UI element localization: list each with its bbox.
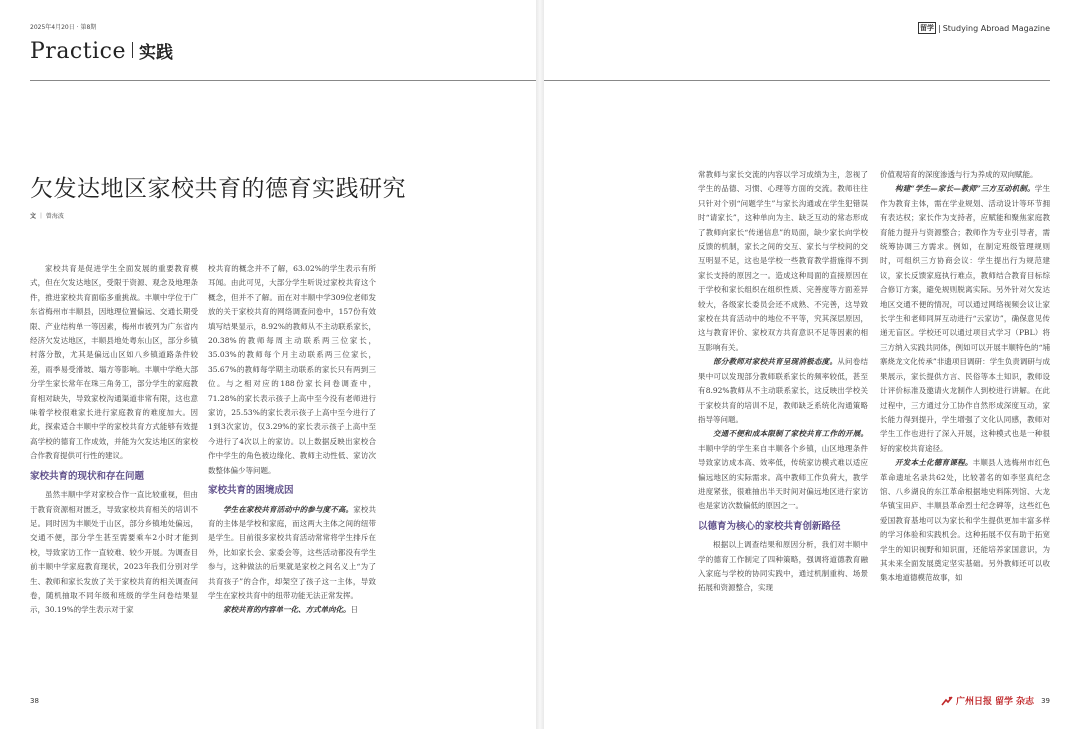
paragraph: 价值观培育的深度渗透与行为养成的双向赋能。 xyxy=(880,170,1038,179)
emphasis-lead: 部分教师对家校共育呈现消极态度。 xyxy=(713,357,838,367)
emphasis-lead: 交通不便和成本限制了家校共育工作的开展。 xyxy=(713,429,868,439)
magazine-header xyxy=(918,22,1050,34)
footer-logo xyxy=(941,694,1034,707)
paragraph: 根据以上调查结果和原因分析，我们对丰顺中学的德育工作制定了四种策略，强调将道德教育融入家庭与学校的协同实践中，通过机制重构、场景拓展和资源整合，实现 xyxy=(698,540,868,593)
emphasis-lead: 家校共育的内容单一化、方式单向化。 xyxy=(223,605,351,615)
paragraph: 常教师与家长交流的内容以学习成绩为主，忽视了学生的品德、习惯、心理等方面的交流。教师往往只针对个别“问题学生”与家长沟通或在学生犯错误时“请家长”，这种单向为主、缺乏互动的常态形成了教师向家长“传递信息”的局面，缺少家长向学校反馈的机制，家长之间的交互、家长与学校间的交互明显不足，这也是学校一些教育教学措施得不到家长支持的原因之一。造成这种局面的直接原因在于学校和家长组织在组织性质、完善度等方面差异较大，各级家长委员会还不成熟、不完善，这导致家校在共育活动中的地位不平等，究其深层原因，这与教育评价、家校双方共育意识不足等因素的相互影响有关。 xyxy=(698,170,868,352)
left-page xyxy=(0,0,536,729)
paragraph: 虽然丰顺中学对家校合作一直比较重视，但由于教育资源相对匮乏，导致家校共育相关的培训不足。同时因为丰顺处于山区，部分乡镇地处偏远，交通不便，部分学生甚至需要乘车2小时才能到校，导致家访工作一直较难、较少开展。为调查目前丰顺中学家庭教育现状，2023年我们分别对学生、教师和家长发放了关于家校共育的相关调查问卷，随机抽取不同年级和班级的学生问卷结果显示，30.19%的学生表示对于家 xyxy=(30,490,198,615)
byline-author: 曾海波 xyxy=(45,213,64,220)
paragraph-body: 从问卷结果中可以发现部分教师联系家长的频率较低，甚至有8.92%教师从不主动联系家长，这反映出学校关于家校共育的培训不足，教师缺乏系统化沟通策略指导等问题。 xyxy=(698,357,869,424)
section-header xyxy=(30,38,173,64)
column-2 xyxy=(208,262,376,618)
subheading: 家校共育的困境成因 xyxy=(208,485,294,497)
page-number-right: 39 xyxy=(1041,697,1050,705)
paragraph-body: 日 xyxy=(350,605,358,615)
paragraph xyxy=(880,182,1050,456)
section-title-zh: 实践 xyxy=(138,43,173,63)
paragraph xyxy=(880,456,1050,586)
paragraph-body: 学生作为教育主体，需在学业规划、活动设计等环节拥有表达权；家长作为支持者，应赋能和聚焦家庭教育能力提升与资源整合；教师作为专业引导者，需统筹协调三方需求。例如，在制定班级管理规则时，可组织三方协商会议：学生提出行为规范建议，家长反馈家庭执行难点，教师结合教育目标综合修订方案，避免规则脱离实际。另外针对欠发达地区交通不便的情况，可以通过网络视频会议让家长学生和老师同屏互动进行“云家访”，确保意见传递无盲区。学校还可以通过项目式学习（PBL）将三方纳入实践共同体，例如可以开展丰顺特色的“埔寨烧龙文化传承”非遗项目调研：学生负责调研与成果展示，家长提供方言、民俗等本土知识，教师设计评价标准及邀请火龙制作人到校进行讲解。在此过程中，三方通过分工协作自然形成深度互动，家长能力得到提升，学生增强了文化认同感，教师对学生工作也进行了深入开展，这种模式也是一种很好的家校共育途径。 xyxy=(880,184,1050,453)
page-number-left: 38 xyxy=(30,697,39,705)
article-title: 欠发达地区家校共育的德育实践研究 xyxy=(30,176,406,202)
magazine-sep: | xyxy=(938,23,941,33)
paragraph-body: 丰顺中学的学生来自丰顺各个乡镇，山区地理条件导致家访成本高、效率低，传统家访模式难以适应偏远地区的实际需求。高中教师工作负荷大，教学进度紧张，很难抽出半天时间对偏远地区进行家访也是家访次数偏低的原因之一。 xyxy=(698,443,868,511)
header-rule xyxy=(30,80,536,81)
page-gutter xyxy=(536,0,544,729)
column-1 xyxy=(30,262,198,618)
runner-icon xyxy=(941,696,953,706)
footer-logo-suffix: 杂志 xyxy=(1015,697,1034,707)
section-divider xyxy=(132,42,133,58)
paragraph xyxy=(208,503,376,604)
byline xyxy=(30,211,64,220)
right-page xyxy=(544,0,1080,729)
paragraph: 家校共育是促进学生全面发展的重要教育模式，但在欠发达地区，受限于资源、观念及地理条件，推进家校共育面临多重挑战。丰顺中学位于广东省梅州市丰顺县，因地理位置偏远、交通长期受限、产业结构单一等因素，梅州市被列为广东省内经济欠发达地区，丰顺县地处粤东山区，部分乡镇村落分散，尤其是偏远山区如八乡镇道路条件较差，雨季易受滑坡、塌方等影响。丰顺中学绝大部分学生家长常年在珠三角务工，部分学生的家庭教育相对缺失，导致家校沟通渠道非常有限，这也意味着学校很难家长进行家庭教育的难度加大。因此，探索适合丰顺中学的家校共育方式能够有效提高学校的德育工作成效，并能为欠发达地区的家校合作教育提供可行性的建议。 xyxy=(30,264,198,461)
paragraph-body: 家校共育的主体是学校和家庭，而这两大主体之间的纽带是学生。目前很多家校共育活动常常将学生排斥在外，比如家长会、家委会等，这些活动都没有学生参与，这种做法的后果就是家校之间名义上“为了共育孩子”的合作，却架空了孩子这一主体，导致学生在家校共育中的纽带功能无法正常发挥。 xyxy=(208,504,377,600)
paragraph-body: 丰顺县人选梅州市红色革命遗址名录共62处，比较著名的如李坚真纪念馆、八乡湖良的东江革命根据地史料陈列馆、大龙华镇宝田庐、丰顺县革命烈士纪念碑等，这些红色爱国教育基地可以为家长和学生提供更加丰富多样的学习体验和实践机会。这种拓展不仅有助于拓宽学生的知识视野和知识面，还能培养家国意识，为其未来全面发展奠定坚实基础。另外教师还可以收集本地道德模范故事，如 xyxy=(880,458,1051,583)
emphasis-lead: 构建“学生—家长—教师”三方互动机制。 xyxy=(895,184,1035,194)
header-rule xyxy=(544,80,1050,81)
column-4 xyxy=(880,168,1050,586)
column-3 xyxy=(698,168,868,596)
subheading: 家校共育的现状和存在问题 xyxy=(30,470,145,482)
footer-logo-text: 留学 xyxy=(994,697,1013,707)
paragraph xyxy=(208,603,376,617)
footer-brand: 广州日报 xyxy=(955,697,992,707)
paragraph xyxy=(698,355,868,427)
issue-date: 2025年4月20日 · 第8期 xyxy=(30,24,97,31)
magazine-logo: 留学 xyxy=(920,24,934,32)
paragraph: 校共育的概念并不了解，63.02%的学生表示有所耳闻。由此可见，大部分学生听说过家校共育这个概念，但并不了解。而在对丰顺中学309位老师发放的关于家校共育的网络调查问卷中，157份有效填写结果显示，8.92%的教师从不主动联系家长，20.38%的教师每周主动联系两三位家长，35.03%的教师每个月主动联系两三位家长，35.67%的教师每学期主动联系的家长只有两到三位。与之相对应的188份家长问卷调查中，71.28%的家长表示孩子上高中至今没有老师进行家访，25.53%的家长表示孩子上高中至今进行了1到3次家访，仅3.29%的家长表示孩子上高中至今进行了4次以上的家访。以上数据反映出家校合作中学生的角色被边缘化、教师主动性低、家访次数整体偏少等问题。 xyxy=(208,264,376,475)
magazine-name: Studying Abroad Magazine xyxy=(942,23,1050,33)
emphasis-lead: 开发本土化德育课程。 xyxy=(895,458,973,468)
paragraph xyxy=(698,427,868,513)
byline-prefix: 文 xyxy=(30,213,37,220)
section-title-en: Practice xyxy=(30,39,126,64)
byline-sep: ｜ xyxy=(37,213,46,220)
emphasis-lead: 学生在家校共育活动中的参与度不高。 xyxy=(223,504,354,514)
subheading: 以德育为核心的家校共育创新路径 xyxy=(698,520,841,532)
